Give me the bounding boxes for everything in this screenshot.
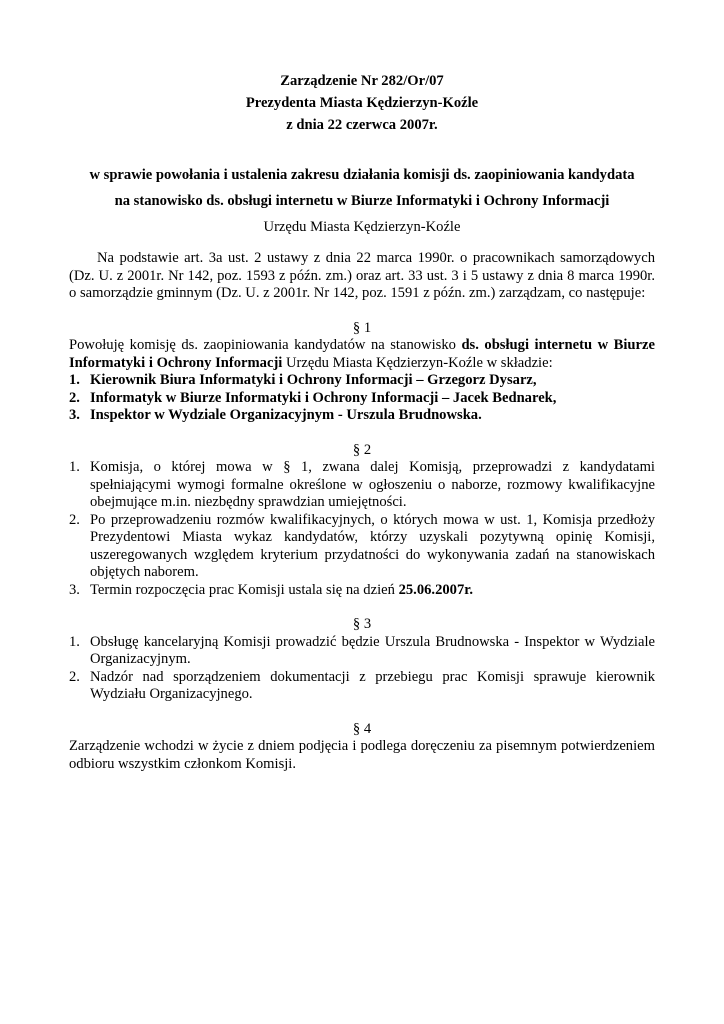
subject-line-3: Urzędu Miasta Kędzierzyn-Koźle <box>263 219 461 235</box>
subject-line-1: w sprawie powołania i ustalenia zakresu działania komisji ds. zaopiniowania kandydata <box>89 167 635 183</box>
start-date: 25.06.2007r. <box>398 581 474 598</box>
section-1-text-after: Urzędu Miasta Kędzierzyn-Koźle w składzie: <box>282 354 553 371</box>
section-1-sign: § 1 <box>352 319 372 336</box>
issuer: Prezydenta Miasta Kędzierzyn-Koźle <box>245 95 479 111</box>
section-1-text <box>69 337 655 372</box>
list-item: 3. Inspektor w Wydziale Organizacyjnym - Urszula Brudnowska. <box>69 407 482 423</box>
document-header <box>69 70 655 136</box>
list-item: 2. Po przeprowadzeniu rozmów kwalifikacyjnych, o których mowa w ust. 1, Komisja przedłoży Prezydentowi Miasta wykaz kandydatów, którzy uzyskali pozytywną opinię Komisji, uszeregowanych względem kryterium przydatności do wykonywania zadań na stanowiskach objętych naborem. <box>69 511 655 580</box>
legal-basis-paragraph: Na podstawie art. 3a ust. 2 ustawy z dnia 22 marca 1990r. o pracownikach samorządowych (Dz. U. z 2001r. Nr 142, poz. 1593 z późn. zm.) oraz art. 33 ust. 3 i 5 ustawy z dnia 8 marca 1990r. o samorządzie gminnym (Dz. U. z 2001r. Nr 142, poz. 1591 z późn. zm.) zarządzam, co następuje: <box>69 250 655 301</box>
list-item: 1. Kierownik Biura Informatyki i Ochrony Informacji – Grzegorz Dysarz, <box>69 372 537 388</box>
section-1-text-before: Powołuję komisję ds. zaopiniowania kandydatów na stanowisko <box>69 337 462 353</box>
list-item: 3. Termin rozpoczęcia prac Komisji ustala się na dzień 25.06.2007r. <box>69 581 474 598</box>
committee-members-list <box>69 372 655 425</box>
document-page <box>69 70 655 773</box>
member-3: Inspektor w Wydziale Organizacyjnym - Urszula Brudnowska. <box>90 407 482 423</box>
list-item: 2. Informatyk w Biurze Informatyki i Ochrony Informacji – Jacek Bednarek, <box>69 389 557 406</box>
list-item: 1. Obsługę kancelaryjną Komisji prowadzić będzie Urszula Brudnowska - Inspektor w Wydziale Organizacyjnym. <box>69 633 655 667</box>
section-2-list <box>69 459 655 599</box>
member-2: Informatyk w Biurze Informatyki i Ochrony Informacji – Jacek Bednarek, <box>90 389 557 406</box>
subject-line-2: na stanowisko ds. obsługi internetu w Biurze Informatyki i Ochrony Informacji <box>114 193 610 209</box>
section-3-list <box>69 634 655 704</box>
section-4-sign: § 4 <box>352 720 372 737</box>
issue-date: z dnia 22 czerwca 2007r. <box>286 117 438 133</box>
section-3-sign: § 3 <box>352 616 372 632</box>
list-item: 1. Komisja, o której mowa w § 1, zwana dalej Komisją, przeprowadzi z kandydatami spełniającymi wymogi formalne określone w ogłoszeniu o naborze, rozmowy kwalifikacyjne obejmujące m.in. niezbędny sprawdzian umiejętności. <box>69 459 655 510</box>
list-item: 2. Nadzór nad sporządzeniem dokumentacji z przebiegu prac Komisji sprawuje kierownik Wydziału Organizacyjnego. <box>69 668 655 702</box>
section-4-text: Zarządzenie wchodzi w życie z dniem podjęcia i podlega doręczeniu za pisemnym potwierdzeniem odbioru wszystkim członkom Komisji. <box>69 738 655 772</box>
subject-block <box>69 162 655 240</box>
section-1-position: ds. obsługi internetu w Biurze Informatyki i Ochrony Informacji <box>69 337 655 371</box>
section-2-sign: § 2 <box>352 441 372 458</box>
member-1: Kierownik Biura Informatyki i Ochrony Informacji – Grzegorz Dysarz, <box>90 372 537 388</box>
ordinance-number: Zarządzenie Nr 282/Or/07 <box>280 73 444 89</box>
